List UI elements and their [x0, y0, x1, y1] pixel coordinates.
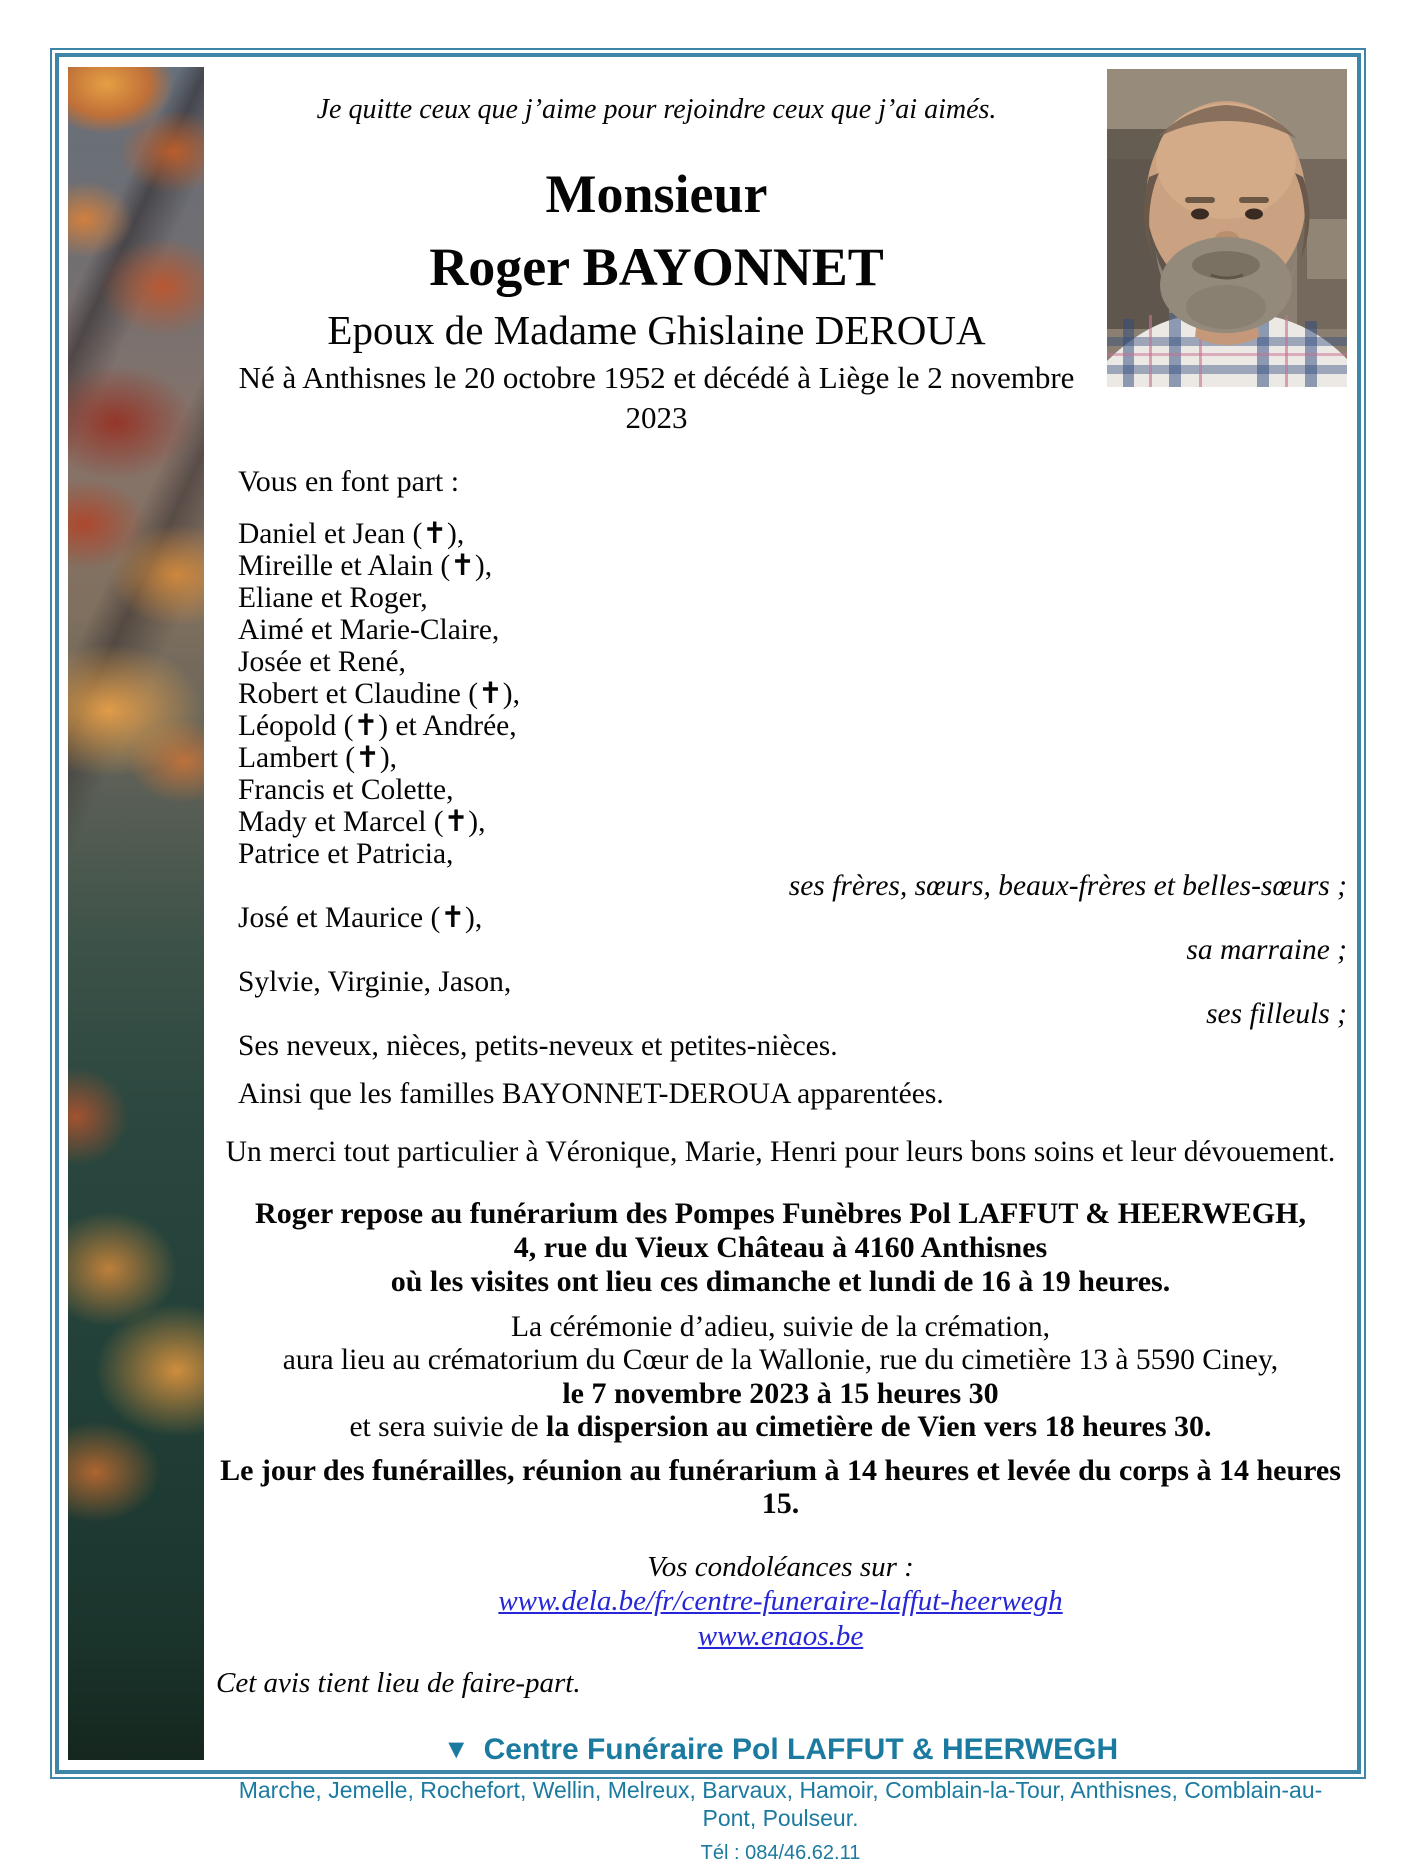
condolences-link-enaos[interactable]: www.enaos.be — [697, 1620, 864, 1652]
dispersion-bold: la dispersion au cimetière de Vien vers 18 heures 30. — [546, 1410, 1212, 1443]
mourner-line: Aimé et Marie-Claire, — [238, 614, 500, 646]
mourner-line: Josée et René, — [238, 646, 406, 678]
condolences-block — [214, 1550, 1347, 1654]
mourner-line: Robert et Claudine (✝), — [238, 678, 520, 710]
title-and-name — [214, 158, 1099, 304]
relation-godmother: sa marraine ; — [1186, 934, 1347, 966]
card-content — [204, 57, 1357, 1864]
mourners-list — [238, 518, 1347, 870]
triangle-logo-icon: ▼ — [442, 1734, 470, 1764]
funeral-home-towns: Marche, Jemelle, Rochefort, Wellin, Melreux, Barvaux, Hamoir, Comblain-la-Tour, Anthisnes, Comblain-au-Pont, Poulseur. — [238, 1777, 1323, 1831]
repose-line: 4, rue du Vieux Château à 4160 Anthisnes — [513, 1231, 1048, 1264]
notice-line: Cet avis tient lieu de faire-part. — [216, 1667, 581, 1699]
autumn-leaves-photo — [68, 67, 204, 1760]
ceremony-date-line: le 7 novembre 2023 à 15 heures 30 — [562, 1377, 999, 1410]
funeral-day-line: Le jour des funérailles, réunion au funérarium à 14 heures et levée du corps à 14 heures 15. — [220, 1454, 1341, 1520]
funeral-home-name — [214, 1732, 1347, 1768]
mourner-line: Léopold (✝) et Andrée, — [238, 710, 517, 742]
ceremony-line: La cérémonie d’adieu, suivie de la crémation, — [511, 1311, 1050, 1343]
header-row — [214, 57, 1347, 438]
funeral-home-footer — [214, 1732, 1347, 1865]
memorial-card — [55, 53, 1361, 1864]
mourner-line: Francis et Colette, — [238, 774, 454, 806]
header-text — [214, 57, 1099, 438]
dispersion-prefix: et sera suivie de — [349, 1411, 547, 1443]
mourner-line: Mady et Marcel (✝), — [238, 806, 486, 838]
ceremony-block — [214, 1311, 1347, 1444]
spouse-line: Epoux de Madame Ghislaine DEROUA — [327, 307, 986, 353]
nephews-line: Ses neveux, nièces, petits-neveux et petites-nièces. — [238, 1030, 838, 1062]
memorial-quote: Je quitte ceux que j’aime pour rejoindre ceux que j’ai aimés. — [316, 94, 997, 125]
mourner-line: Mireille et Alain (✝), — [238, 550, 493, 582]
families-line: Ainsi que les familles BAYONNET-DEROUA apparentées. — [238, 1078, 944, 1110]
relation-godchildren: ses filleuls ; — [1206, 998, 1347, 1030]
mourner-line: Patrice et Patricia, — [238, 838, 454, 870]
repose-line: Roger repose au funérarium des Pompes Funèbres Pol LAFFUT & HEERWEGH, — [255, 1197, 1306, 1230]
mourner-line: Daniel et Jean (✝), — [238, 518, 465, 550]
deceased-name: Roger BAYONNET — [429, 237, 884, 297]
funeral-home-label: Centre Funéraire Pol LAFFUT & HEERWEGH — [483, 1733, 1119, 1766]
thanks-line: Un merci tout particulier à Véronique, Marie, Henri pour leurs bons soins et leur dévouement. — [225, 1136, 1336, 1168]
repose-line: où les visites ont lieu ces dimanche et lundi de 16 à 19 heures. — [390, 1265, 1171, 1298]
ceremony-line: aura lieu au crématorium du Cœur de la Wallonie, rue du cimetière 13 à 5590 Ciney, — [282, 1344, 1279, 1376]
deceased-portrait-photo — [1107, 69, 1347, 387]
condolences-link-dela[interactable]: www.dela.be/fr/centre-funeraire-laffut-heerwegh — [498, 1585, 1063, 1617]
mourner-line: Eliane et Roger, — [238, 582, 428, 614]
funeral-home-phone: Tél : 084/46.62.11 — [700, 1842, 861, 1864]
godmother-names: José et Maurice (✝), — [238, 902, 483, 934]
condolences-label: Vos condoléances sur : — [647, 1551, 914, 1583]
ceremony-dispersion-line — [214, 1410, 1347, 1444]
relation-siblings: ses frères, sœurs, beaux-frères et belles-sœurs ; — [788, 870, 1347, 902]
life-dates: Né à Anthisnes le 20 octobre 1952 et décédé à Liège le 2 novembre 2023 — [238, 360, 1075, 435]
title-prefix: Monsieur — [545, 164, 768, 224]
mourner-line: Lambert (✝), — [238, 742, 398, 774]
repose-block — [214, 1197, 1347, 1299]
announcement-intro: Vous en font part : — [238, 465, 460, 498]
godchildren-names: Sylvie, Virginie, Jason, — [238, 966, 512, 998]
